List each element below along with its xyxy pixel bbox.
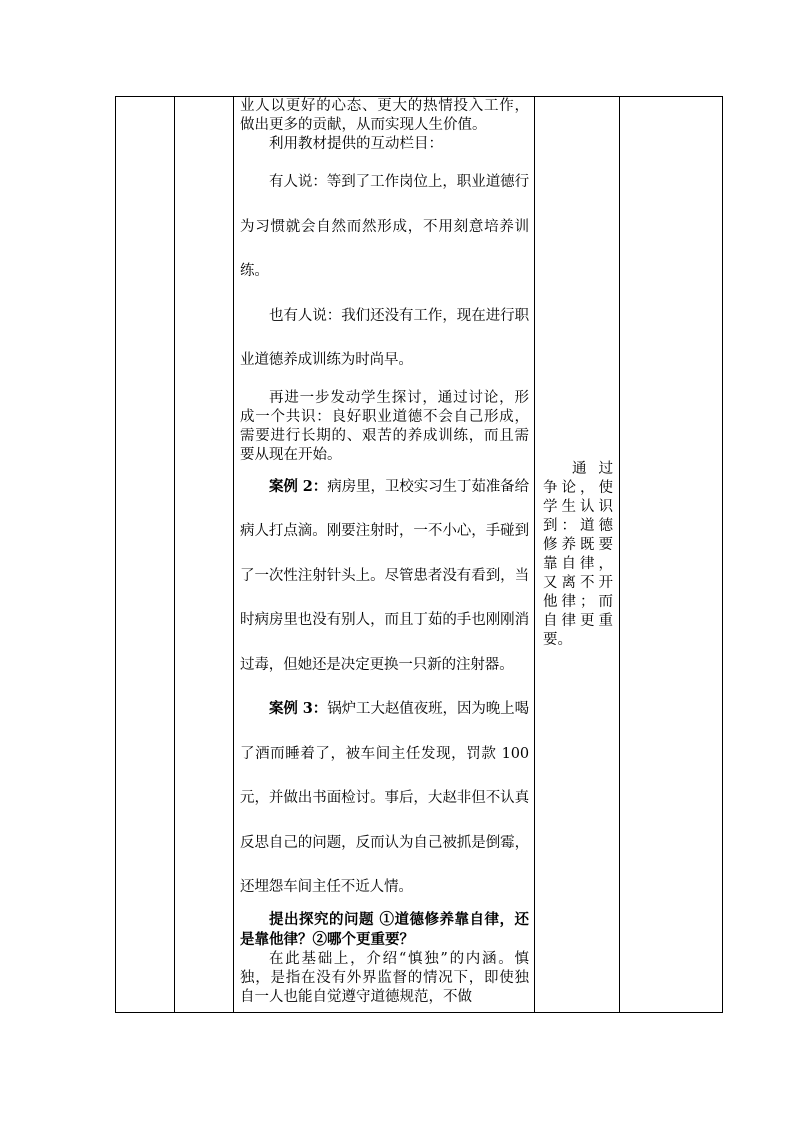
teaching-content-cell (234, 97, 535, 1013)
design-intent-cell (535, 97, 620, 1013)
case-2-label: 案例 2： (269, 477, 328, 495)
case-2 (240, 465, 529, 688)
inquiry-question: 提出探究的问题 ①道德修养靠自律，还是靠他律？②哪个更重要？ (240, 910, 529, 948)
case-3-text: 锅炉工大赵值夜班，因为晚上喝了酒而睡着了，被车间主任发现，罚款 100 元，并做出书面检讨。事后，大赵非但不认真反思自己的问题，反而认为自己被抓是倒霉，还埋怨车间主任不近人情。 (240, 701, 529, 895)
case-3-label: 案例 3： (269, 700, 328, 717)
paragraph-interactive: 利用教材提供的互动栏目： (269, 136, 443, 152)
column-1-cell (116, 97, 175, 1013)
paragraph-discussion: 再进一步发动学生探讨，通过讨论，形成一个共识：良好职业道德不会自己形成，需要进行长期的、艰苦的养成训练，而且需要从现在开始。 (240, 389, 529, 463)
quote-2: 也有人说：我们还没有工作，现在进行职业道德养成训练为时尚早。 (240, 307, 529, 368)
paragraph-intro: 业人以更好的心态、更大的热情投入工作，做出更多的贡献，从而实现人生价值。 (240, 98, 529, 133)
design-note: 通过争论，使学生认识到：道德修养既要靠自律，又离不开他律；而自律更重要。 (543, 460, 613, 648)
case-3 (240, 687, 529, 910)
lesson-plan-table (115, 96, 723, 1013)
column-2-cell (175, 97, 234, 1013)
table-row (116, 97, 723, 1013)
case-2-text: 病房里，卫校实习生丁茹准备给病人打点滴。刚要注射时，一不小心，手碰到了一次性注射针头上。尽管患者没有看到，当时病房里也没有别人，而且丁茹的手也刚刚消过毒，但她还是决定更换一只新的注射器。 (240, 478, 529, 673)
paragraph-shendu: 在此基础上，介绍“慎独”的内涵。慎独，是指在没有外界监督的情况下，即使独自一人也能自觉遵守道德规范，不做 (240, 950, 529, 1005)
column-5-cell (620, 97, 723, 1013)
quote-1: 有人说：等到了工作岗位上，职业道德行为习惯就会自然而然形成，不用刻意培养训练。 (240, 174, 529, 279)
